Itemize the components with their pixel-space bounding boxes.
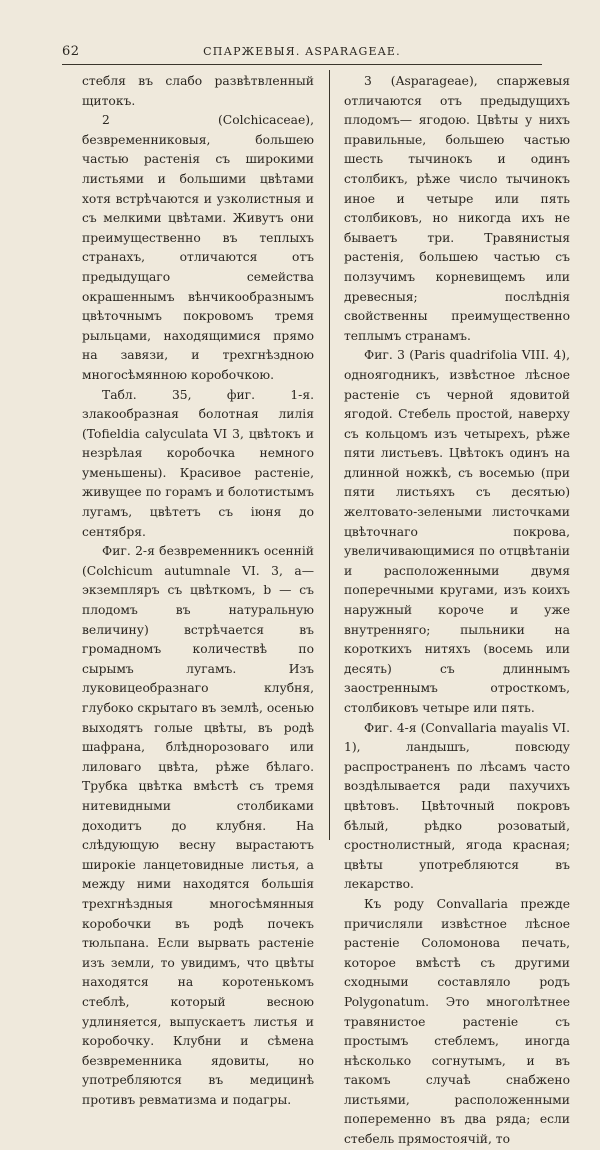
column-divider <box>329 70 330 840</box>
page-number: 62 <box>62 44 80 59</box>
paragraph: Фиг. 4-я (Convallaria mayalis VI. 1), ландышъ, повсюду распространенъ по лѣсамъ часто воздѣлывается ради пахучихъ цвѣтовъ. Цвѣточный покровъ бѣлый, рѣдко розоватый, сростнолистный, ягода красная; цвѣты употребляются въ лекарство. <box>344 720 570 892</box>
paragraph: 3 (Asparageae), спаржевыя отличаются отъ предыдущихъ плодомъ— ягодою. Цвѣты у нихъ правильные, большею частью шесть тычинокъ и одинъ столбикъ, рѣже число тычинокъ иное и четыре или пять столбиковъ, но никогда ихъ не бываетъ три. Травянистыя растенія, большею частью съ ползучимъ корневищемъ или древесныя; послѣднія свойственны преимущественно теплымъ странамъ. <box>344 74 570 343</box>
running-title: СПАРЖЕВЫЯ. ASPARAGEAE. <box>203 45 401 58</box>
right-column <box>344 72 570 1150</box>
paragraph: Къ роду Convallaria прежде причисляли извѣстное лѣсное растеніе Соломонова печать, которое вмѣстѣ съ другими сходными составляло родъ Polygonatum. Это многолѣтнее травянистое растеніе съ простымъ стеблемъ, иногда нѣсколько согнутымъ, и въ такомъ случаѣ снабжено листьями, расположенными попеременно въ два ряда; если стебель прямостоячій, то <box>344 896 570 1147</box>
page-header <box>62 42 542 65</box>
left-column <box>82 72 314 1110</box>
paragraph: 2 (Colchicaceae), безвременниковыя, большею частью растенія съ широкими листьями и большими цвѣтами хотя встрѣчаются и узколистныя и съ мелкими цвѣтами. Живутъ они преимущественно въ теплыхъ странахъ, отличаются отъ предыдущаго семейства окрашеннымъ вѣнчикообразнымъ цвѣточнымъ покровомъ тремя рыльцами, находящимися прямо на завязи, и трехгнѣздною многосѣмянною коробочкою. <box>82 113 314 382</box>
paragraph: Фиг. 2-я безвременникъ осенній (Colchicum autumnale VI. 3, а— экземпляръ съ цвѣткомъ, b — съ плодомъ въ натуральную величину) встрѣчается въ громадномъ количествѣ по сырымъ лугамъ. Изъ луковицеобразнаго клубня, глубоко скрытаго въ землѣ, осенью выходятъ голые цвѣты, въ родѣ шафрана, блѣднорозоваго или лиловаго цвѣта, рѣже бѣлаго. Трубка цвѣтка вмѣстѣ съ тремя нитевидными столбиками доходитъ до клубня. На слѣдующую весну вырастаютъ широкіе ланцетовидные листья, а между ними находятся большія трехгнѣздныя многосѣмянныя коробочки въ родѣ почекъ тюльпана. Если вырвать растеніе изъ земли, то увидимъ, что цвѣты находятся на коротенькомъ стеблѣ, который весною удлиняется, выпускаетъ листья и коробочку. Клубни и сѣмена безвременника ядовиты, но употребляются въ медицинѣ противъ ревматизма и подагры. <box>82 544 314 1107</box>
paragraph: стебля въ слабо развѣтвленный щитокъ. <box>82 74 314 108</box>
paragraph: Табл. 35, фиг. 1-я. злакообразная болотная лилія (Tofieldia calyculata VI 3, цвѣтокъ и незрѣлая коробочка немного уменьшены). Красивое растеніе, живущее по горамъ и болотистымъ лугамъ, цвѣтетъ съ іюня до сентября. <box>82 387 314 539</box>
paragraph: Фиг. 3 (Paris quadrifolia VIII. 4), одноягодникъ, извѣстное лѣсное растеніе съ черной ядовитой ягодой. Стебель простой, наверху съ кольцомъ изъ четырехъ, рѣже пяти листьевъ. Цвѣтокъ одинъ на длинной ножкѣ, съ восемью (при пяти листьяхъ съ десятью) желтовато-зелеными листочками цвѣточнаго покрова, увеличивающимися по отцвѣтаніи и расположенными двумя поперечными кругами, изъ коихъ наружный короче и уже внутренняго; пыльники на короткихъ нитяхъ (восемь или десять) съ длиннымъ заостреннымъ отросткомъ, столбиковъ четыре или пять. <box>344 348 570 715</box>
